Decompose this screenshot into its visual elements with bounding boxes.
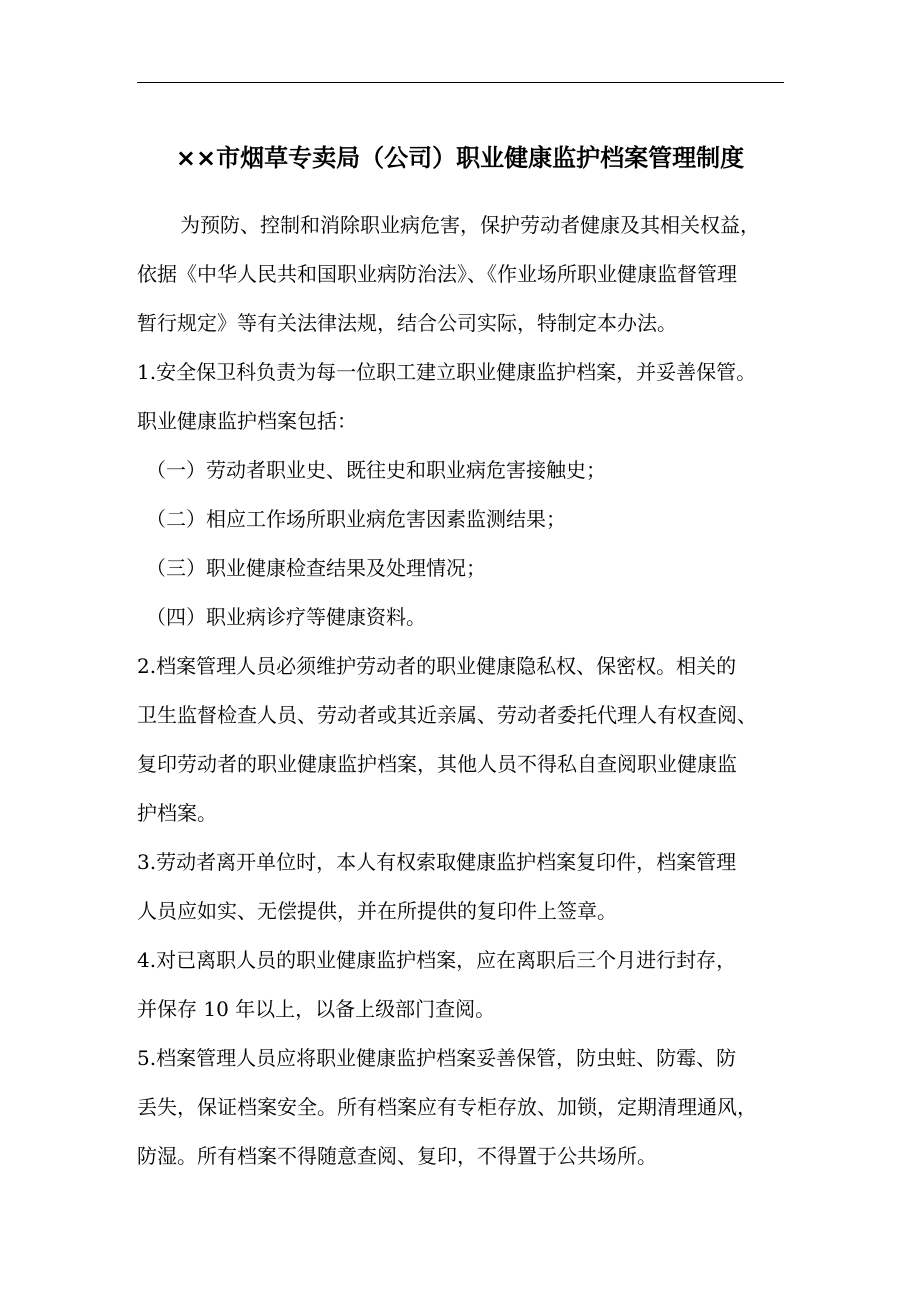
sub-item: （二）相应工作场所职业病危害因素监测结果；	[146, 507, 566, 531]
intro-line: 依据《中华人民共和国职业病防治法》、《作业场所职业健康监督管理	[137, 262, 737, 286]
sub-item: （一）劳动者职业史、既往史和职业病危害接触史；	[146, 458, 606, 482]
item-2-line: 复印劳动者的职业健康监护档案，其他人员不得私自查阅职业健康监	[137, 752, 737, 776]
sub-item: （三）职业健康检查结果及处理情况；	[146, 556, 486, 580]
item-5-line: 5.档案管理人员应将职业健康监护档案妥善保管，防虫蛀、防霉、防	[137, 1046, 737, 1070]
item-2-line: 2.档案管理人员必须维护劳动者的职业健康隐私权、保密权。相关的	[137, 654, 737, 678]
item-1-line: 1.安全保卫科负责为每一位职工建立职业健康监护档案，并妥善保管。	[137, 360, 757, 384]
item-4-line: 4.对已离职人员的职业健康监护档案，应在离职后三个月进行封存，	[137, 948, 737, 972]
header-rule	[137, 82, 784, 83]
item-1-line: 职业健康监护档案包括：	[137, 409, 357, 433]
intro-line: 暂行规定》等有关法律法规，结合公司实际，特制定本办法。	[137, 311, 677, 335]
item-2-line: 护档案。	[137, 801, 217, 825]
item-5-line: 丢失，保证档案安全。所有档案应有专柜存放、加锁，定期清理通风，	[137, 1095, 757, 1119]
item-4-line: 并保存 10 年以上，以备上级部门查阅。	[137, 997, 496, 1021]
item-5-line: 防湿。所有档案不得随意查阅、复印，不得置于公共场所。	[137, 1144, 657, 1168]
sub-item: （四）职业病诊疗等健康资料。	[146, 605, 426, 629]
item-3-line: 人员应如实、无偿提供，并在所提供的复印件上签章。	[137, 899, 617, 923]
item-2-line: 卫生监督检查人员、劳动者或其近亲属、劳动者委托代理人有权查阅、	[137, 703, 757, 727]
item-3-line: 3.劳动者离开单位时，本人有权索取健康监护档案复印件，档案管理	[137, 850, 737, 874]
page-title: ××市烟草专卖局（公司）职业健康监护档案管理制度	[175, 144, 745, 172]
intro-line: 为预防、控制和消除职业病危害，保护劳动者健康及其相关权益，	[180, 213, 760, 237]
